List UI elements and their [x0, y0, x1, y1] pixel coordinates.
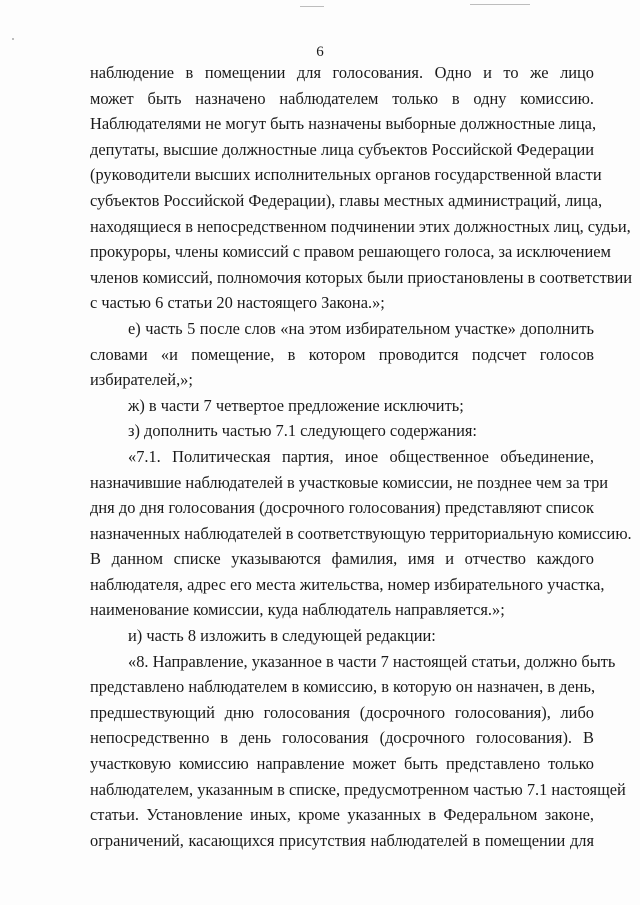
- text-line: (руководители высших исполнительных органов государственной власти: [90, 165, 602, 185]
- text-line: Наблюдателями не могут быть назначены выборные должностные лица,: [90, 114, 597, 134]
- text-line: назначившие наблюдателей в участковые комиссии, не позднее чем за три: [90, 472, 609, 492]
- text-line: наблюдение в помещении для голосования. Одно и то же лицо: [90, 63, 594, 82]
- text-line: з) дополнить частью 7.1 следующего содержания:: [128, 421, 477, 441]
- text-line: В данном списке указываются фамилия, имя и отчество каждого: [90, 549, 594, 569]
- text-line: е) часть 5 после слов «на этом избирательном участке» дополнить: [128, 318, 594, 338]
- text-line: наблюдателя, адрес его места жительства, номер избирательного участка,: [90, 574, 605, 594]
- text-line: непосредственно в день голосования (досрочного голосования). В: [90, 728, 594, 748]
- document-body: [90, 60, 633, 853]
- text-line: избирателей,»;: [90, 370, 193, 390]
- text-line: может быть назначено наблюдателем только в одну комиссию.: [90, 88, 594, 108]
- text-line: прокуроры, члены комиссий с правом решающего голоса, за исключением: [90, 242, 611, 262]
- page-number: 6: [316, 44, 324, 60]
- text-line: дня до дня голосования (досрочного голосования) представляют список: [90, 498, 594, 518]
- text-line: членов комиссий, полномочия которых были приостановлены в соответствии: [90, 267, 633, 287]
- text-line: ограничений, касающихся присутствия наблюдателей в помещении для: [90, 830, 594, 850]
- text-line: депутаты, высшие должностные лица субъектов Российской Федерации: [90, 139, 594, 159]
- text-line: наименование комиссии, куда наблюдатель направляется.»;: [90, 600, 505, 620]
- text-line: представлено наблюдателем в комиссию, в которую он назначен, в день,: [90, 677, 596, 697]
- text-line: находящиеся в непосредственном подчинении этих должностных лиц, судьи,: [90, 216, 631, 236]
- text-line: субъектов Российской Федерации), главы местных администраций, лица,: [90, 190, 603, 210]
- scan-speck: [12, 38, 14, 40]
- text-line: с частью 6 статьи 20 настоящего Закона.»;: [90, 293, 385, 313]
- scan-speck: [300, 6, 324, 7]
- text-line: назначенных наблюдателей в соответствующую территориальную комиссию.: [90, 523, 632, 543]
- scan-speck: [470, 4, 530, 5]
- text-line: словами «и помещение, в котором проводится подсчет голосов: [90, 344, 594, 364]
- text-line: статьи. Установление иных, кроме указанных в Федеральном законе,: [90, 805, 594, 825]
- text-line: «7.1. Политическая партия, иное общественное объединение,: [128, 446, 594, 466]
- text-line: «8. Направление, указанное в части 7 настоящей статьи, должно быть: [128, 651, 616, 671]
- text-line: ж) в части 7 четвертое предложение исключить;: [128, 395, 464, 415]
- text-line: предшествующий дню голосования (досрочного голосования), либо: [90, 702, 594, 722]
- text-line: наблюдателем, указанным в списке, предусмотренном частью 7.1 настоящей: [90, 779, 626, 799]
- text-line: и) часть 8 изложить в следующей редакции:: [128, 626, 436, 646]
- text-line: участковую комиссию направление может быть представлено только: [90, 754, 594, 774]
